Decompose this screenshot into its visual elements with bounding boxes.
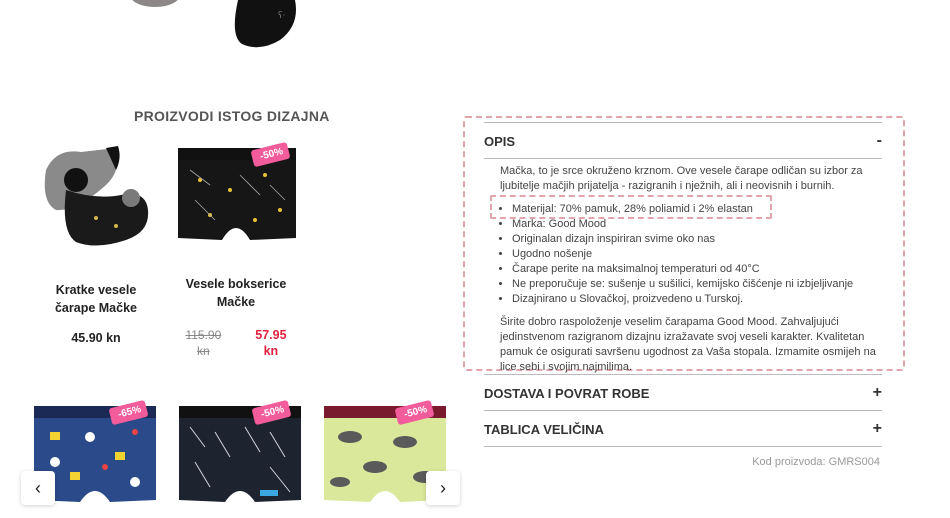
material-highlight xyxy=(490,195,772,219)
accordion-title: OPIS xyxy=(484,133,516,149)
sale-badge: -50% xyxy=(251,400,291,426)
divider xyxy=(484,374,882,375)
accordion-title: TABLICA VELIČINA xyxy=(484,421,604,437)
product-name[interactable]: Kratke vesele čarape Mačke xyxy=(54,283,137,315)
list-item: • Čarape perite na maksimalnoj temperaturi od 40°C xyxy=(512,262,880,277)
product-name[interactable]: Vesele bokserice Mačke xyxy=(185,277,287,309)
carousel-next-button[interactable] xyxy=(426,471,460,505)
product-code: Kod proizvoda: GMRS004 xyxy=(752,456,880,468)
svg-text:ʕ·: ʕ· xyxy=(278,11,286,21)
accordion-dostava-header[interactable] xyxy=(484,376,882,410)
list-item: • Dizajnirano u Slovačkoj, proizvedeno u Turskoj. xyxy=(512,292,880,307)
list-item: • Materijal: 70% pamuk, 28% poliamid i 2% elastan xyxy=(512,202,880,217)
description-intro: Mačka, to je srce okruženo krznom. Ove vesele čarape odličan su izbor za ljubitelje mačjih prijatelja - razigranih i nježnih, ali i neovisnih i burnih. xyxy=(500,165,863,192)
list-item: • Marka: Good Mood xyxy=(512,217,880,232)
divider xyxy=(484,446,882,447)
carousel-prev-button[interactable] xyxy=(21,471,55,505)
accordion-opis-header[interactable] xyxy=(484,124,882,158)
description-outro: Širite dobro raspoloženje veselim čarapama Good Mood. Zahvaljujući jedinstvenom razigranom dizajnu izražavate svoj veseli karakter. Kvalitetan pamuk će osigurati savršenu ugodnost za Vaša stopala. Izmamite osmijeh na lice sebi i svojim najmilima. xyxy=(500,316,876,373)
chevron-right-icon: › xyxy=(440,477,446,498)
expand-icon[interactable]: + xyxy=(872,420,882,437)
divider xyxy=(484,122,882,123)
list-item: • Ugodno nošenje xyxy=(512,247,880,262)
sock-image-top xyxy=(130,0,330,50)
sale-badge: -50% xyxy=(250,142,290,168)
new-price: 57.95 kn xyxy=(255,328,287,358)
list-item: • Ne preporučuje se: sušenje u sušilici, kemijsko čišćenje ni izbjeljivanje xyxy=(512,277,880,292)
chevron-left-icon: ‹ xyxy=(35,477,41,498)
accordion-tablica-header[interactable] xyxy=(484,412,882,446)
list-item: • Originalan dizajn inspiriran svime oko nas xyxy=(512,232,880,247)
product-card-socks[interactable] xyxy=(36,140,156,345)
old-price: 115.90 kn xyxy=(185,328,222,358)
accordion-title: DOSTAVA I POVRAT ROBE xyxy=(484,385,650,401)
expand-icon[interactable]: + xyxy=(872,384,882,401)
collapse-icon[interactable]: - xyxy=(876,132,882,149)
divider xyxy=(484,410,882,411)
product-card-boxers[interactable] xyxy=(170,140,302,359)
divider xyxy=(484,158,882,159)
product-price: 45.90 kn xyxy=(71,331,121,345)
sale-badge: -65% xyxy=(108,400,148,426)
socks-product-image[interactable] xyxy=(36,140,156,255)
section-title: PROIZVODI ISTOG DIZAJNA xyxy=(134,108,330,124)
sale-badge: -50% xyxy=(394,400,434,426)
